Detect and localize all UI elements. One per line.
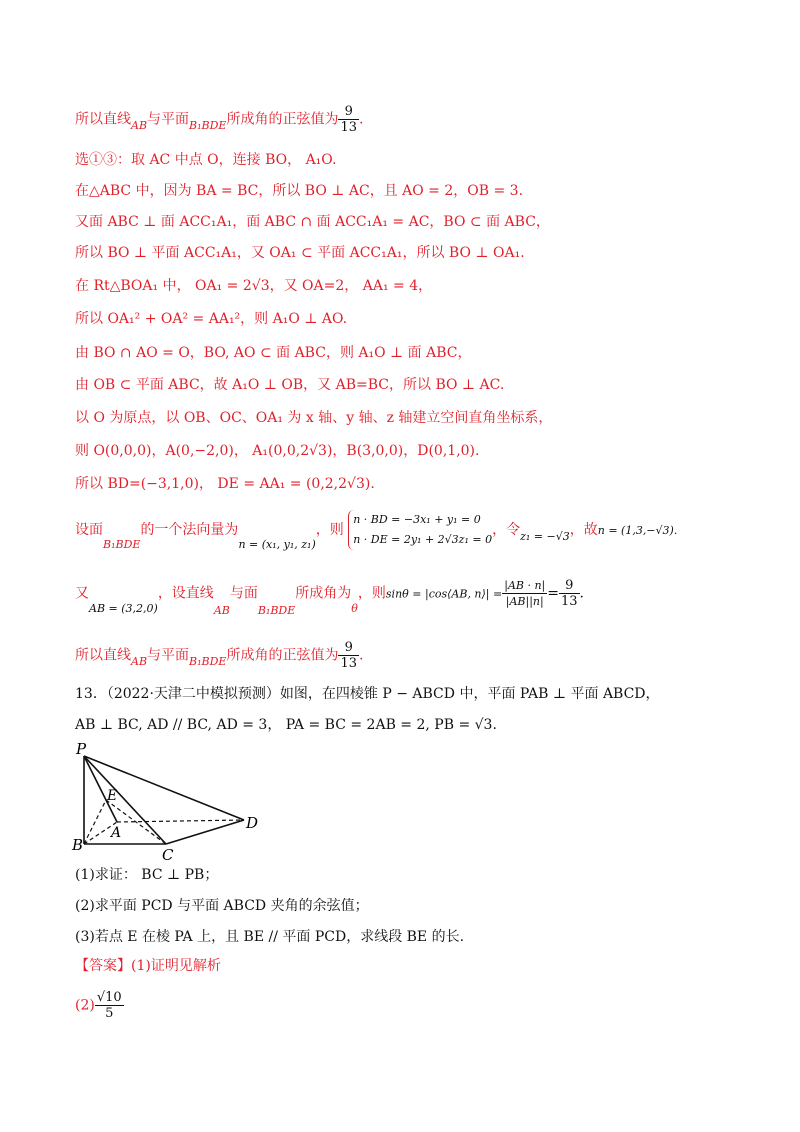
answer-1: (1)证明见解析 — [131, 958, 221, 974]
solution-line-14 — [75, 578, 584, 617]
text: 与平面 — [147, 111, 190, 128]
normal-vector: n = (x₁, y₁, z₁) — [238, 538, 316, 551]
pyramid-figure — [70, 738, 270, 863]
plane-name: B₁BDE — [189, 118, 227, 132]
label-C: C — [162, 846, 174, 863]
text: 所成角的正弦值为 — [226, 111, 339, 128]
solution-line-5: 所以 BO ⊥ 平面 ACC₁A₁，又 OA₁ ⊂ 平面 ACC₁A₁，所以 BO ⊥ OA₁. — [75, 245, 525, 261]
answer-2-label: (2) — [75, 997, 95, 1014]
numerator: 9 — [338, 104, 359, 120]
z-value: z₁ = −√3 — [520, 530, 570, 543]
text: 所以直线 — [75, 111, 131, 128]
problem-line-2: AB ⊥ BC, AD // BC, AD = 3， PA = BC = 2AB = 2, PB = √3. — [75, 717, 497, 733]
equation-2: n · DE = 2y₁ + 2√3z₁ = 0 — [353, 533, 493, 546]
question-2: (2)求平面 PCD 与平面 ABCD 夹角的余弦值； — [75, 898, 369, 914]
label-B: B — [72, 836, 84, 854]
line-name: AB — [131, 118, 148, 132]
equation-system — [348, 510, 492, 550]
denominator: 13 — [340, 120, 358, 135]
solution-line-8: 由 BO ∩ AO = O，BO, AO ⊂ 面 ABC，则 A₁O ⊥ 面 ABC， — [75, 345, 472, 361]
solution-line-10: 以 O 为原点，以 OB、OC、OA₁ 为 x 轴、y 轴、z 轴建立空间直角坐标系， — [75, 410, 553, 426]
normal-vector-result: n = (1,3,−√3). — [597, 524, 678, 537]
numerator: |AB · n| — [504, 579, 546, 592]
question-1: (1)求证： BC ⊥ PB； — [75, 867, 219, 883]
plane-name: B₁BDE — [189, 654, 227, 668]
plane-name: B₁BDE — [257, 603, 296, 617]
line-name: AB — [131, 654, 148, 668]
label-P: P — [76, 740, 87, 758]
answer-line-2 — [75, 990, 124, 1021]
text: 设面 — [75, 522, 103, 538]
solution-line-15 — [75, 640, 363, 671]
denominator: 5 — [105, 1006, 114, 1021]
text: 所成角为 — [295, 585, 352, 602]
text: . — [579, 585, 584, 602]
vector-ab: AB = (3,2,0) — [89, 601, 158, 615]
text: 与平面 — [147, 647, 190, 664]
text: ，则 — [357, 585, 386, 602]
label-A: A — [111, 825, 122, 841]
text: ，令 — [492, 522, 521, 538]
text: 又 — [75, 585, 89, 602]
problem-line-1: 13．（2022·天津二中模拟预测）如图，在四棱锥 P − ABCD 中，平面 PAB ⊥ 平面 ABCD， — [75, 686, 660, 702]
solution-line-13 — [75, 510, 677, 550]
equation-1: n · BD = −3x₁ + y₁ = 0 — [353, 513, 481, 526]
text: 与面 — [229, 585, 258, 602]
text: 所成角的正弦值为 — [226, 647, 339, 664]
text: . — [359, 111, 364, 128]
numerator: 9 — [559, 578, 580, 594]
denominator: |AB||n| — [505, 595, 544, 608]
numerator: √10 — [96, 990, 122, 1005]
answer-line-1 — [75, 956, 221, 976]
solution-line-7: 所以 OA₁² + OA² = AA₁²，则 A₁O ⊥ AO. — [75, 311, 348, 327]
fraction — [338, 640, 359, 671]
fraction — [559, 578, 580, 609]
solution-line-6: 在 Rt△BOA₁ 中， OA₁ = 2√3，又 OA=2， AA₁ = 4， — [75, 278, 433, 294]
label-D: D — [246, 814, 259, 832]
sine-formula: sinθ = |cos⟨AB, n⟩| = — [385, 587, 503, 601]
label-E: E — [107, 788, 118, 804]
denominator: 13 — [340, 656, 358, 671]
text: ，故 — [569, 522, 598, 538]
question-3: (3)若点 E 在棱 PA 上，且 BE // 平面 PCD，求线段 BE 的长. — [75, 929, 465, 945]
formula-fraction — [502, 578, 547, 609]
text: 的一个法向量为 — [140, 522, 239, 538]
solution-line-3: 在△ABC 中，因为 BA = BC，所以 BO ⊥ AC，且 AO = 2，OB = 3. — [75, 183, 524, 199]
plane-name: B₁BDE — [103, 538, 141, 551]
solution-line-4: 又面 ABC ⊥ 面 ACC₁A₁，面 ABC ∩ 面 ACC₁A₁ = AC，BO ⊂ 面 ABC， — [75, 214, 550, 230]
theta: θ — [351, 601, 358, 615]
denominator: 13 — [560, 594, 578, 609]
text: ，则 — [315, 522, 344, 538]
solution-line-1 — [75, 104, 363, 135]
answer-tag: 【答案】 — [75, 958, 131, 974]
text: = — [547, 585, 559, 602]
text: 所以直线 — [75, 647, 131, 664]
numerator: 9 — [338, 640, 359, 656]
line-name: AB — [213, 603, 230, 617]
solution-line-9: 由 OB ⊂ 平面 ABC，故 A₁O ⊥ OB，又 AB=BC，所以 BO ⊥ AC. — [75, 377, 505, 393]
text: ，设直线 — [157, 585, 214, 602]
text: . — [359, 647, 364, 664]
answer-2-fraction — [95, 990, 124, 1021]
solution-line-2: 选①③：取 AC 中点 O，连接 BO， A₁O. — [75, 152, 337, 168]
fraction — [338, 104, 359, 135]
solution-line-12: 所以 BD=(−3,1,0)， DE = AA₁ = (0,2,2√3). — [75, 476, 375, 492]
solution-line-11: 则 O(0,0,0)，A(0,−2,0)， A₁(0,0,2√3)，B(3,0,0)，D(0,1,0). — [75, 443, 480, 459]
